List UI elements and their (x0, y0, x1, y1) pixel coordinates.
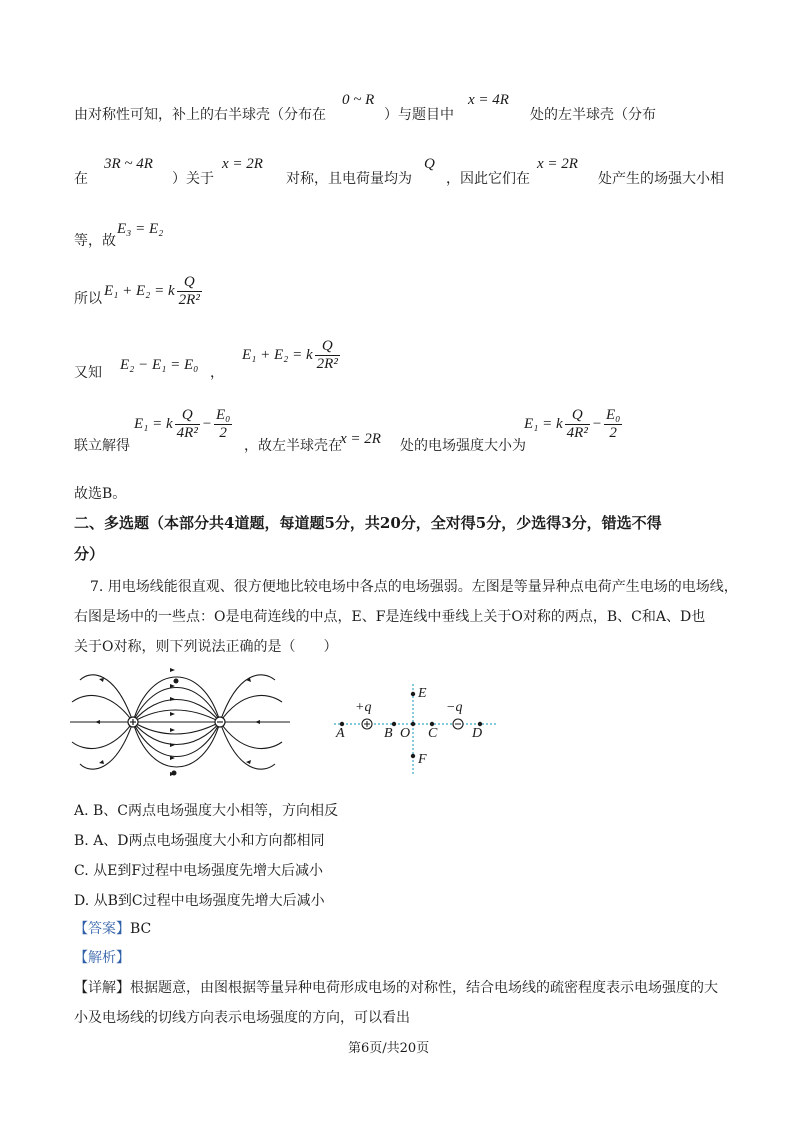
section-heading-cont: 分） (74, 545, 105, 563)
field-line (72, 722, 133, 749)
math-equation: x = 2R (537, 156, 578, 172)
math-equation: E₁ + E₂ = k $\frac{Q}{\text{2R²}}$ (242, 338, 338, 373)
answer-value: BC (130, 921, 152, 937)
text-line: 处的电场强度大小为 (400, 438, 526, 454)
section-heading: 二、多选题（本部分共4道题，每道题5分，共20分，全对得5分，少选得3分，错选不得 (74, 514, 662, 532)
math-symbol: Q (424, 156, 435, 172)
sample-point (174, 679, 179, 684)
text-line: 联立解得 (74, 438, 130, 454)
label-f: F (418, 752, 427, 767)
sample-point (172, 771, 177, 776)
label-d: D (472, 726, 483, 741)
analysis-tag: 【解析】 (74, 950, 130, 966)
option-b: B. A、D两点电场强度大小和方向都相同 (74, 833, 325, 849)
minus-q-label: −q (446, 700, 463, 715)
question-text: 7. 用电场线能很直观、很方便地比较电场中各点的电场强弱。左图是等量异种点电荷产生电场的电场线， (90, 579, 738, 595)
question-text: 右图是场中的一些点：O是电荷连线的中点，E、F是连线中垂线上关于O对称的两点，B、C和A、D也 (74, 609, 706, 625)
math-equation: x = 4R (468, 92, 509, 108)
math-equation: E₃ = E₂ (117, 221, 164, 237)
math-equation: x = 2R (340, 431, 381, 447)
answer-tag: 【答案】 (74, 921, 130, 937)
detail-line: 小及电场线的切线方向表示电场强度的方向，可以看出 (74, 1010, 410, 1026)
text-line: 对称，且电荷量均为 (286, 171, 412, 187)
text-line: 处的左半球壳（分布 (530, 107, 656, 123)
text-line: ，故左半球壳在 (244, 438, 342, 454)
math-equation: x = 2R (222, 156, 263, 172)
math-equation: E₁ = k $\frac{Q}{\text{4R²}}$ − $\frac{\text{E₀}}{2}$ (134, 407, 231, 442)
text-line: 又知 (74, 365, 102, 381)
detail-tag: 【详解】 (74, 980, 130, 996)
label-c: C (428, 726, 438, 741)
text-line: 处产生的场强大小相 (598, 171, 724, 187)
text-line: ）关于 (172, 171, 214, 187)
text-line: ，因此它们在 (446, 171, 530, 187)
text-line: 等，故 (74, 233, 116, 249)
text-line: 故选B。 (74, 486, 127, 502)
field-line (72, 695, 133, 722)
point-f (411, 754, 415, 758)
answer-line (74, 918, 151, 938)
field-line (133, 688, 220, 723)
field-lines-figure (70, 660, 290, 784)
math-equation: E₂ − E₁ = E₀ (120, 357, 199, 373)
label-b: B (384, 726, 393, 741)
option-c: C. 从E到F过程中电场强度先增大后减小 (74, 863, 324, 879)
field-line (133, 710, 220, 722)
option-d: D. 从B到C过程中电场强度先增大后减小 (74, 893, 325, 909)
math-equation: E₁ + E₂ = k $\frac{Q}{\text{2R²}}$ (104, 274, 200, 309)
text-line: ）与题目中 (384, 107, 454, 123)
math-range: 3R ~ 4R (104, 156, 153, 172)
math-range: 0 ~ R (342, 92, 375, 108)
field-line (133, 722, 220, 734)
field-line (133, 722, 220, 757)
text-line: 在 (74, 171, 88, 187)
math-equation: E₁ = k $\frac{Q}{\text{4R²}}$ − $\frac{\text{E₀}}{2}$ (524, 407, 621, 442)
label-a: A (336, 726, 345, 741)
plus-q-label: +q (355, 700, 372, 715)
detail-line: 【详解】根据题意，由图根据等量异种电荷形成电场的对称性，结合电场线的疏密程度表示电场强度的大 (74, 980, 718, 996)
option-a: A. B、C两点电场强度大小相等，方向相反 (74, 803, 339, 819)
label-e: E (418, 686, 427, 701)
question-text: 关于O对称，则下列说法正确的是（ ） (74, 639, 338, 655)
label-o: O (400, 726, 411, 741)
page-footer: 第6页/共20页 (348, 1041, 430, 1056)
text-line: 所以 (74, 291, 102, 307)
text-line: 由对称性可知，补上的右半球壳（分布在 (74, 107, 326, 123)
point-o (411, 722, 415, 726)
text-line: ， (210, 365, 224, 381)
point-e (411, 692, 415, 696)
